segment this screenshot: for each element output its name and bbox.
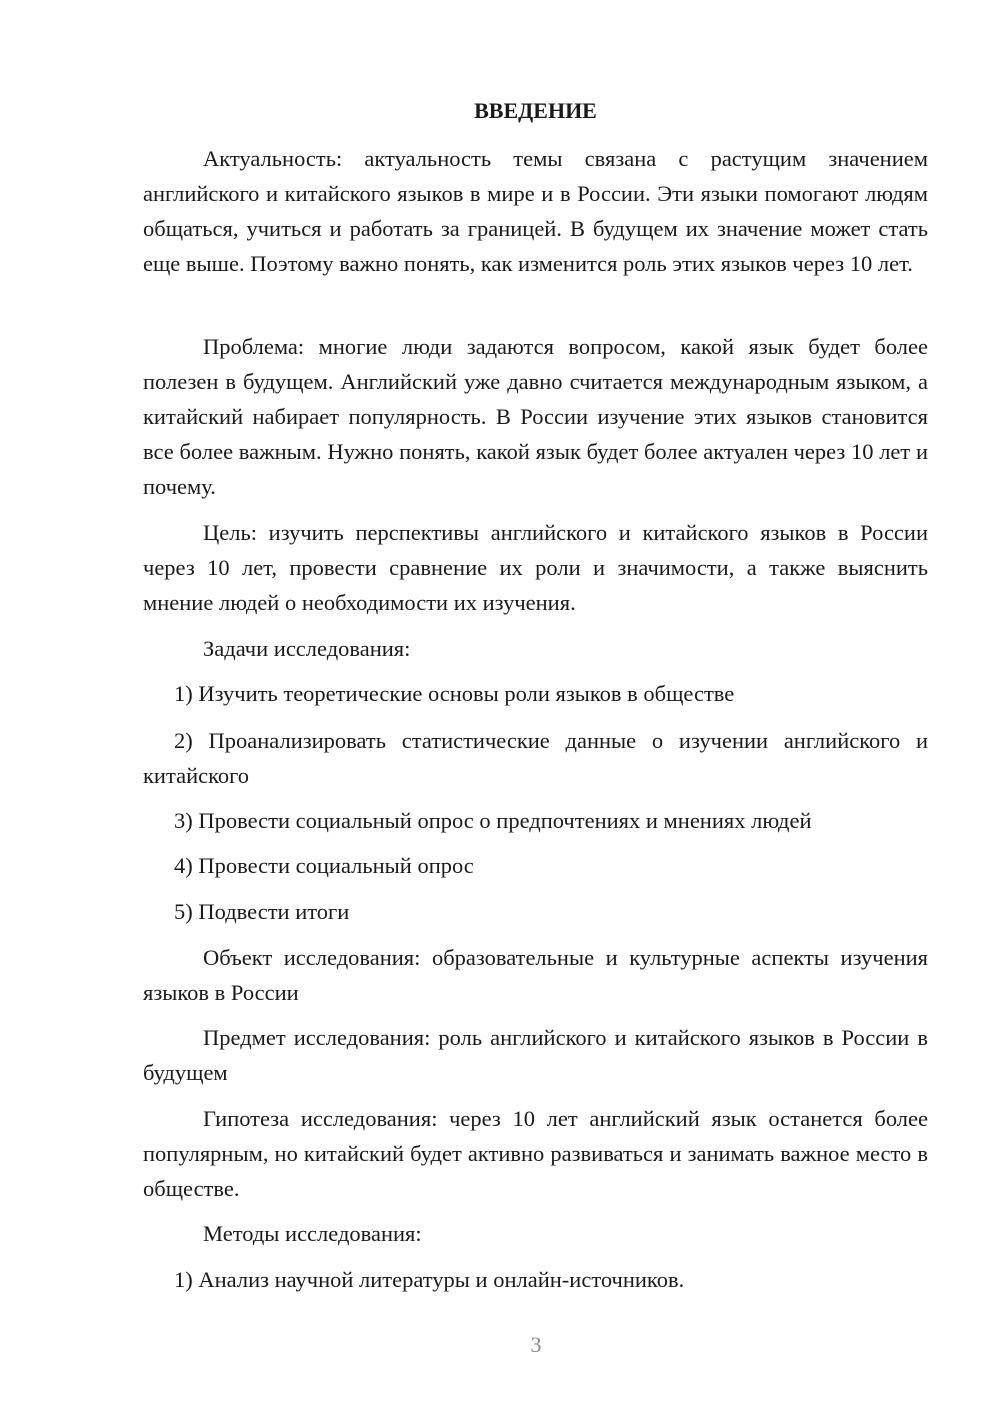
- page-number: 3: [530, 1332, 542, 1357]
- task-item: 5) Подвести итоги: [174, 899, 350, 924]
- problem-paragraph: Проблема: многие люди задаются вопросом, какой язык будет более полезен в будущем. Английский уже давно считается международным языком, а китайский набирает популярность. В России изучение этих языков становится все более важным. Нужно понять, какой язык будет более актуален через 10 лет и почему.: [143, 334, 928, 499]
- section-heading: ВВЕДЕНИЕ: [474, 98, 597, 123]
- tasks-heading: Задачи исследования:: [203, 636, 411, 661]
- task-item: 2) Проанализировать статистические данные о изучении английского и китайского: [143, 728, 928, 788]
- goal-paragraph: Цель: изучить перспективы английского и китайского языков в России через 10 лет, провести сравнение их роли и значимости, а также выяснить мнение людей о необходимости их изучения.: [143, 520, 928, 615]
- task-item: 4) Провести социальный опрос: [174, 853, 474, 878]
- relevance-paragraph: Актуальность: актуальность темы связана с растущим значением английского и китайского языков в мире и в России. Эти языки помогают людям общаться, учиться и работать за границей. В будущем их значение может стать еще выше. Поэтому важно понять, как изменится роль этих языков через 10 лет.: [143, 146, 928, 276]
- method-item: 1) Анализ научной литературы и онлайн-источников.: [174, 1267, 685, 1292]
- task-item: 1) Изучить теоретические основы роли языков в обществе: [174, 681, 735, 706]
- hypothesis-paragraph: Гипотеза исследования: через 10 лет английский язык останется более популярным, но китайский будет активно развиваться и занимать важное место в обществе.: [143, 1106, 928, 1201]
- subject-paragraph: Предмет исследования: роль английского и китайского языков в России в будущем: [143, 1025, 928, 1085]
- object-paragraph: Объект исследования: образовательные и культурные аспекты изучения языков в России: [143, 945, 928, 1005]
- methods-heading: Методы исследования:: [203, 1221, 422, 1246]
- task-item: 3) Провести социальный опрос о предпочтениях и мнениях людей: [174, 808, 812, 833]
